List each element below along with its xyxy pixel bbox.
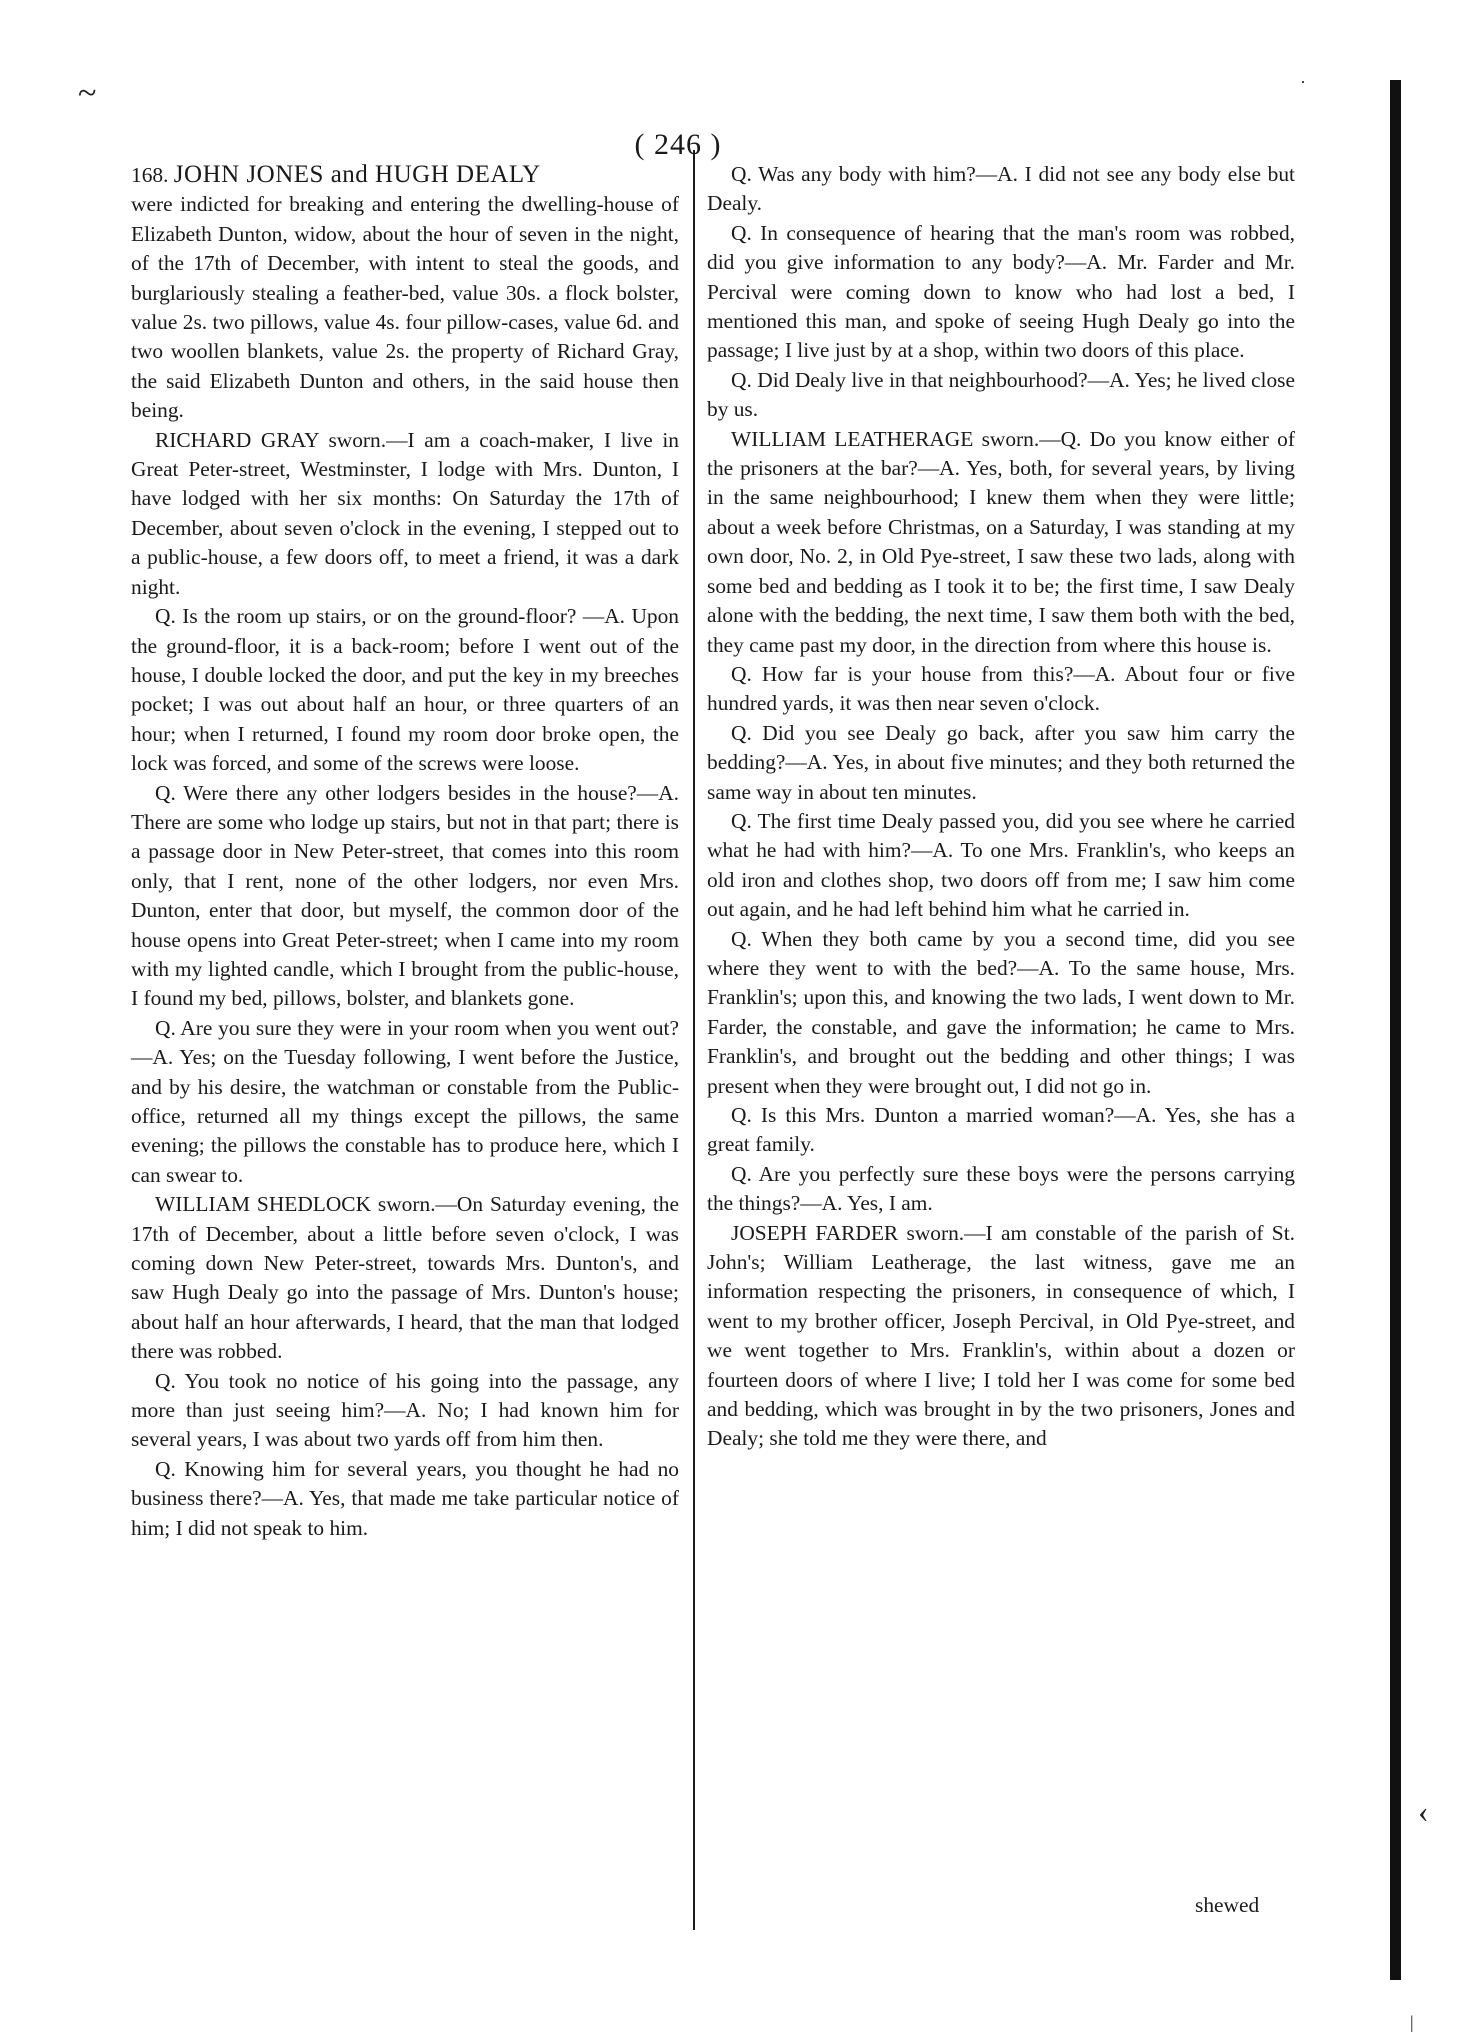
case-number: 168. [131, 163, 169, 187]
testimony-paragraph: Q. How far is your house from this?—A. About four or five hundred yards, it was then near seven o'clock. [707, 661, 1295, 716]
testimony-paragraph: Q. Did you see Dealy go back, after you saw him carry the bedding?—A. Yes, in about five minutes; and they both returned the same way in about ten minutes. [707, 720, 1295, 804]
testimony-paragraph: Q. You took no notice of his going into the passage, any more than just seeing him?—A. No; I had known him for several years, I was about two yards off from him then. [131, 1368, 679, 1452]
stray-mark-top-left: ~ [78, 75, 97, 112]
testimony-paragraph: Q. Was any body with him?—A. I did not see any body else but Dealy. [707, 162, 1295, 216]
testimony-paragraph: RICHARD GRAY sworn.—I am a coach-maker, I live in Great Peter-street, Westminster, I lodge with Mrs. Dunton, I have lodged with her six months: On Saturday the 17th of December, about seven o'clock in the evening, I stepped out to a public-house, a few doors off, to meet a friend, it was a dark night. [131, 427, 679, 599]
testimony-paragraph: Q. When they both came by you a second time, did you see where they went to with the bed?—A. To the same house, Mrs. Franklin's; upon this, and knowing the two lads, I went down to Mr. Farder, the constable, and gave the information; he came to Mrs. Franklin's, and brought out the bedding and other things; I was present when they were brought out, I did not go in. [707, 926, 1295, 1098]
testimony-paragraph: Q. Are you perfectly sure these boys were the persons carrying the things?—A. Yes, I am. [707, 1161, 1295, 1216]
right-column [707, 160, 1295, 1454]
catchword: shewed [1195, 1893, 1260, 1917]
testimony-paragraph: Q. Did Dealy live in that neighbourhood?—A. Yes; he lived close by us. [707, 367, 1295, 422]
stray-mark-bottom-right: | [1410, 2012, 1414, 2032]
stray-mark-right: ‹ [1418, 1793, 1429, 1829]
testimony-paragraph: Q. Is the room up stairs, or on the ground-floor? —A. Upon the ground-floor, it is a back-room; before I went out of the house, I double locked the door, and put the key in my breeches pocket; I was out about half an hour, or three quarters of an hour; when I returned, I found my room door broke open, the lock was forced, and some of the screws were loose. [131, 604, 679, 776]
testimony-paragraph: Q. The first time Dealy passed you, did you see where he carried what he had with him?—A. To one Mrs. Franklin's, who keeps an old iron and clothes shop, two doors off from me; I saw him come out again, and he had left behind him what he carried in. [707, 808, 1295, 922]
case-defendants: JOHN JONES and HUGH DEALY [173, 161, 541, 188]
testimony-paragraph: Q. Are you sure they were in your room when you went out?—A. Yes; on the Tuesday following, I went before the Justice, and by his desire, the watchman or constable from the Public-office, returned all my things except the pillows, the same evening; the pillows the constable has to produce here, which I can swear to. [131, 1015, 679, 1187]
left-column [131, 160, 679, 1543]
indictment-paragraph: were indicted for breaking and entering the dwelling-house of Elizabeth Dunton, widow, about the hour of seven in the night, of the 17th of December, with intent to steal the goods, and burglariously stealing a feather-bed, value 30s. a flock bolster, value 2s. two pillows, value 4s. four pillow-cases, value 6d. and two woollen blankets, value 2s. the property of Richard Gray, the said Elizabeth Dunton and others, in the said house then being. [131, 192, 679, 423]
page-edge-shadow [1390, 80, 1401, 1980]
case-heading [131, 160, 679, 190]
testimony-paragraph: WILLIAM SHEDLOCK sworn.—On Saturday evening, the 17th of December, about a little before seven o'clock, I was coming down New Peter-street, towards Mrs. Dunton's, and saw Hugh Dealy go into the passage of Mrs. Dunton's house; about half an hour afterwards, I heard, that the man that lodged there was robbed. [131, 1192, 679, 1364]
testimony-paragraph: WILLIAM LEATHERAGE sworn.—Q. Do you know either of the prisoners at the bar?—A. Yes, both, for several years, by living in the same neighbourhood; I knew them when they were little; about a week before Christmas, on a Saturday, I was standing at my own door, No. 2, in Old Pye-street, I saw these two lads, along with some bed and bedding as I took it to be; the first time, I saw Dealy alone with the bedding, the next time, I saw them both with the bed, they came past my door, in the direction from where this house is. [707, 426, 1295, 657]
testimony-paragraph: Q. Knowing him for several years, you thought he had no business there?—A. Yes, that made me take particular notice of him; I did not speak to him. [131, 1456, 679, 1540]
testimony-paragraph: Q. Is this Mrs. Dunton a married woman?—A. Yes, she has a great family. [707, 1103, 1295, 1157]
testimony-paragraph: JOSEPH FARDER sworn.—I am constable of the parish of St. John's; William Leatherage, the last witness, gave me an information respecting the prisoners, in consequence of which, I went to my brother officer, Joseph Percival, in Old Pye-street, and we went together to Mrs. Franklin's, within about a dozen or fourteen doors of where I live; I told her I was come for some bed and bedding, which was brought in by the two prisoners, Jones and Dealy; she told me they were there, and [707, 1220, 1295, 1451]
stray-mark-top-right: · [1300, 72, 1306, 92]
column-divider [693, 150, 695, 1930]
testimony-paragraph: Q. In consequence of hearing that the man's room was robbed, did you give information to any body?—A. Mr. Farder and Mr. Percival were coming down to know who had lost a bed, I mentioned this man, and spoke of seeing Hugh Dealy go into the passage; I live just by at a shop, within two doors of this place. [707, 220, 1295, 363]
page-number: ( 246 ) [634, 128, 722, 161]
testimony-paragraph: Q. Were there any other lodgers besides in the house?—A. There are some who lodge up stairs, but not in that part; there is a passage door in New Peter-street, that comes into this room only, that I rent, none of the other lodgers, nor even Mrs. Dunton, enter that door, but myself, the common door of the house opens into Great Peter-street; when I came into my room with my lighted candle, which I brought from the public-house, I found my bed, pillows, bolster, and blankets gone. [131, 780, 679, 1011]
